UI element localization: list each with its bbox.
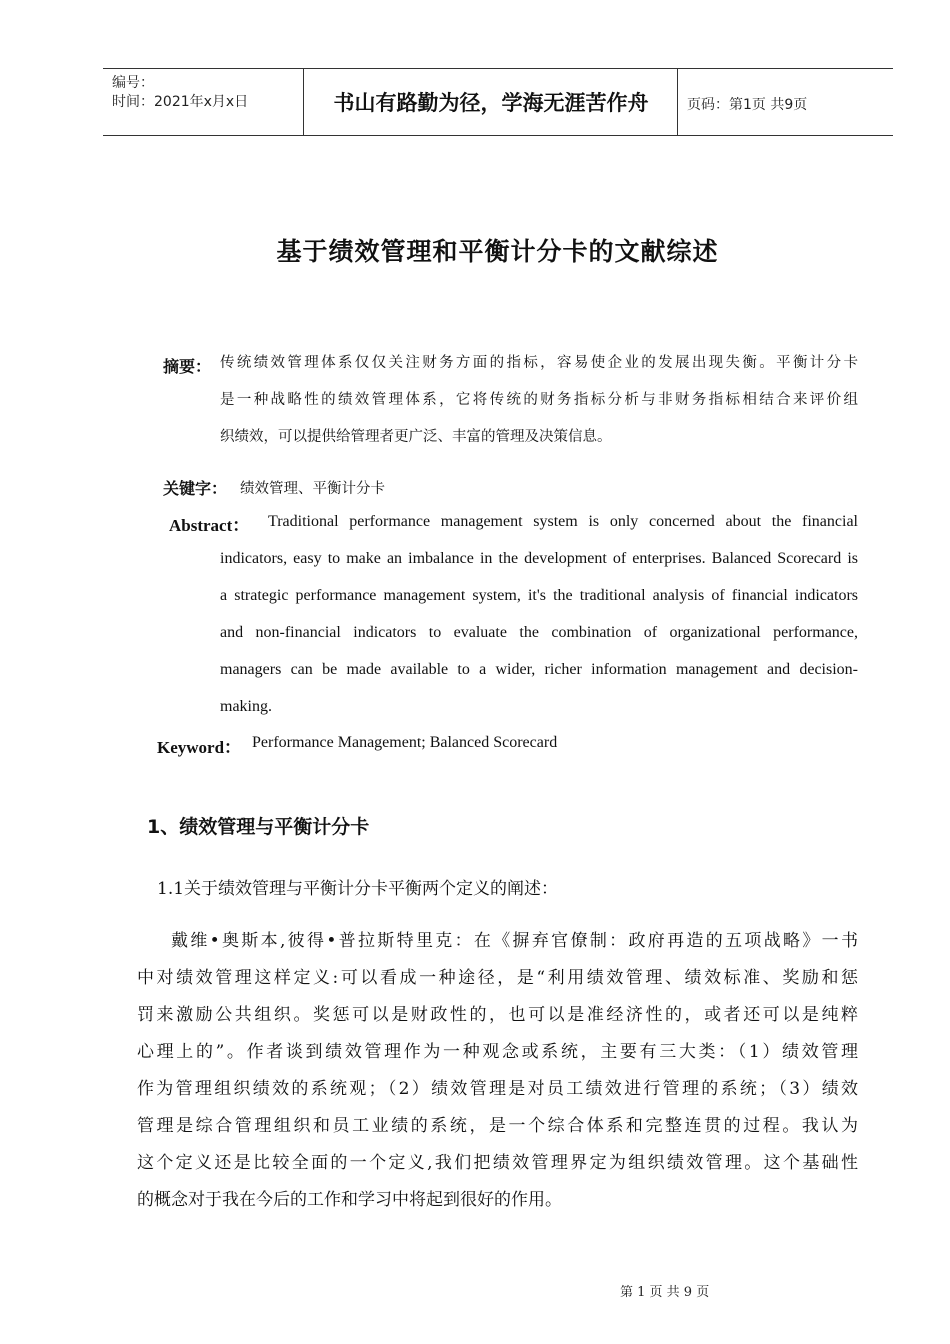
abstract-en-line: and non-financial indicators to evaluate the combination of organizational performance, [220,624,858,641]
abstract-cn-label: 摘要： [163,357,212,376]
header-motto-text: 书山有路勤为径，学海无涯苦作舟 [333,91,649,115]
header-motto [304,68,678,136]
paragraph-line: 中对绩效管理这样定义:可以看成一种途径，是“利用绩效管理、绩效标准、奖励和惩 [137,968,858,988]
header-time-label: 时间：2021年x月x日 [112,94,249,110]
abstract-en-line: managers can be made available to a wider, richer information management and decision- [220,661,858,678]
section-paragraph [137,923,858,1219]
paragraph-line: 戴维•奥斯本,彼得•普拉斯特里克：在《摒弃官僚制：政府再造的五项战略》一书 [171,931,858,951]
section-subheading: 1.1关于绩效管理与平衡计分卡平衡两个定义的阐述： [157,879,559,899]
abstract-en-line: a strategic performance management system, it's the traditional analysis of financial indicators [220,587,858,604]
paragraph-line: 这个定义还是比较全面的一个定义,我们把绩效管理界定为组织绩效管理。这个基础性 [137,1153,858,1173]
paragraph-line: 管理是综合管理组织和员工业绩的系统，是一个综合体系和完整连贯的过程。我认为 [137,1116,858,1136]
keywords-cn-text: 绩效管理、平衡计分卡 [240,481,385,497]
abstract-en-line: making. [220,698,272,715]
paragraph-line: 罚来激励公共组织。奖惩可以是财政性的，也可以是准经济性的，或者还可以是纯粹 [137,1005,858,1025]
abstract-cn-line: 是一种战略性的绩效管理体系，它将传统的财务指标分析与非财务指标相结合来评价组 [220,392,858,408]
paragraph-line: 作为管理组织绩效的系统观；（2）绩效管理是对员工绩效进行管理的系统；（3）绩效 [137,1079,858,1099]
page-footer: 第 1 页 共 9 页 [620,1285,710,1300]
abstract-cn-body [220,345,858,456]
header-page-code: 页码：第1页 共9页 [687,97,808,113]
abstract-en-label: Abstract： [169,516,250,535]
abstract-en-first-line-box [268,503,858,540]
header-serial-label: 编号： [112,75,154,91]
keywords-en-text: Performance Management; Balanced Scorecard [252,734,558,751]
keywords-cn-label: 关键字： [163,479,228,498]
abstract-en-body [220,540,858,725]
paragraph-line: 心理上的”。作者谈到绩效管理作为一种观念或系统，主要有三大类：（1）绩效管理 [137,1042,858,1062]
section-heading: 1、绩效管理与平衡计分卡 [147,816,370,838]
abstract-cn-line: 织绩效，可以提供给管理者更广泛、丰富的管理及决策信息。 [220,429,612,445]
document-title: 基于绩效管理和平衡计分卡的文献综述 [276,237,719,266]
paragraph-line: 的概念对于我在今后的工作和学习中将起到很好的作用。 [137,1190,562,1210]
abstract-cn-line: 传统绩效管理体系仅仅关注财务方面的指标，容易使企业的发展出现失衡。平衡计分卡 [220,355,858,371]
abstract-en-line: indicators, easy to make an imbalance in the development of enterprises. Balanced Scorecard is [220,550,858,567]
keywords-en-label: Keyword： [157,738,242,757]
abstract-en-line: Traditional performance management system is only concerned about the financial [268,513,858,530]
